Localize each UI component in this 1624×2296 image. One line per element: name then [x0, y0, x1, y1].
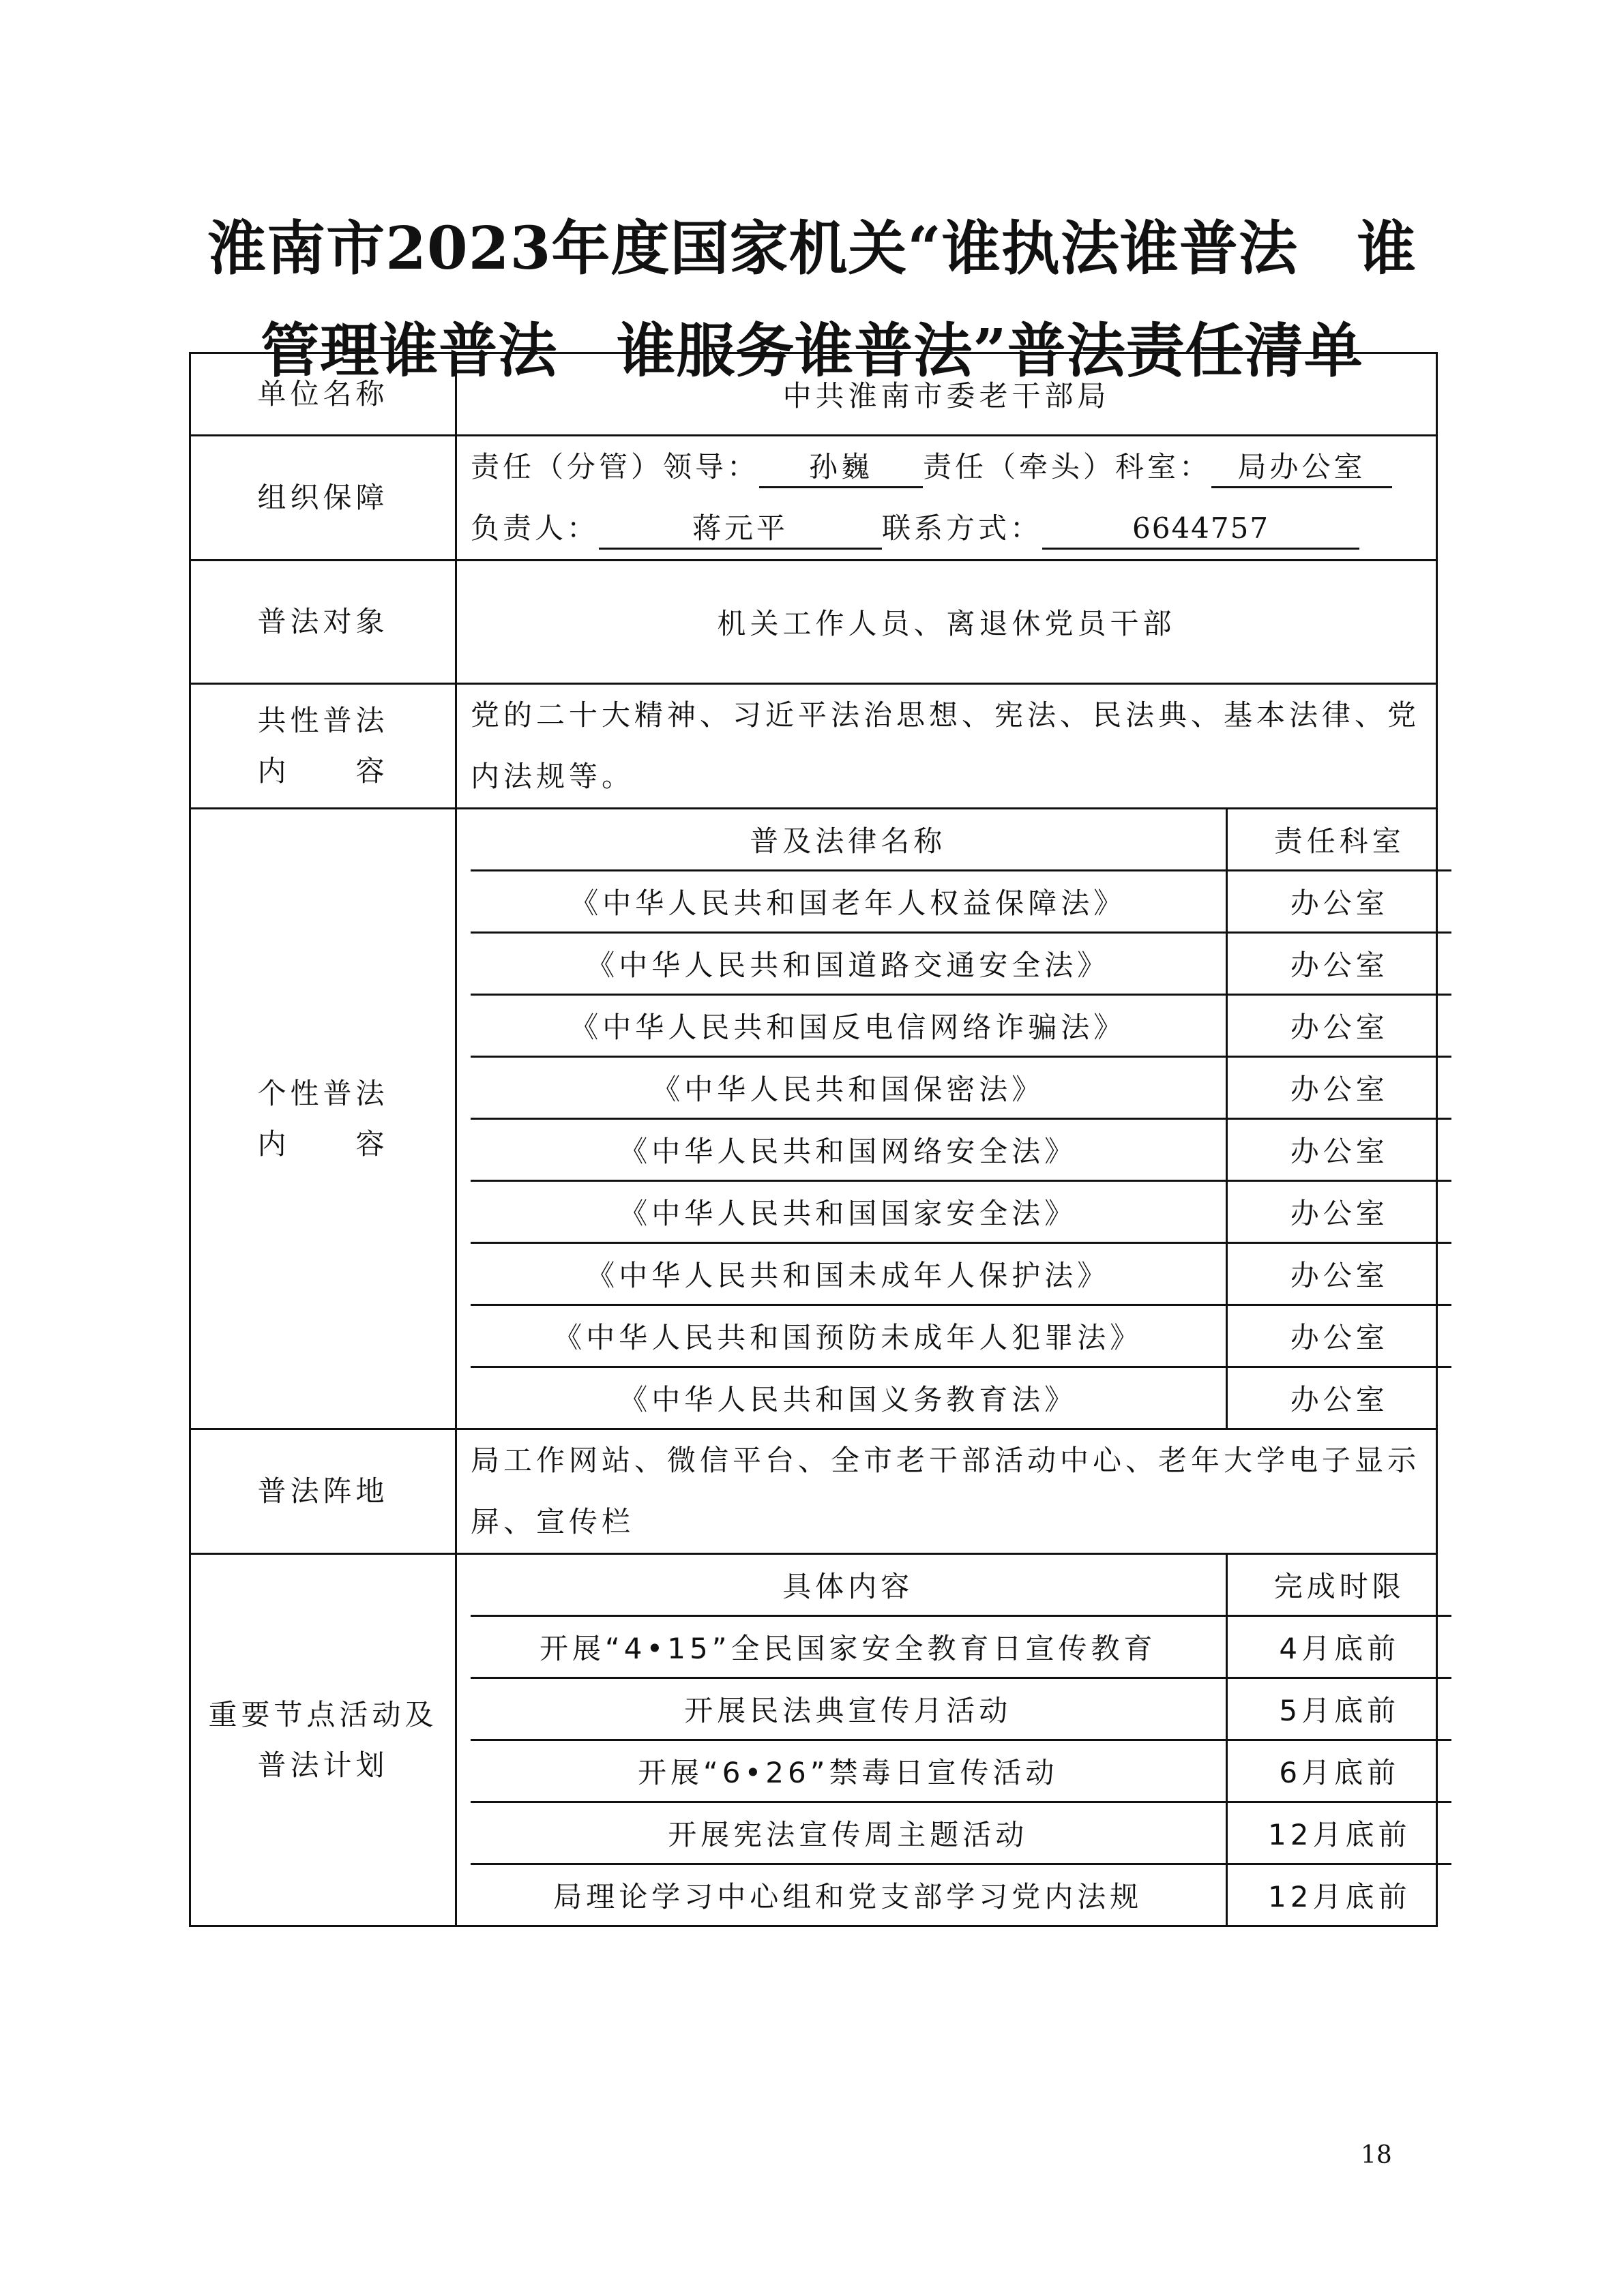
law-name: 《中华人民共和国反电信网络诈骗法》 — [471, 995, 1226, 1057]
plan-header-row — [471, 1555, 1451, 1616]
responsibility-table — [189, 352, 1438, 1927]
target-value: 机关工作人员、离退休党员干部 — [456, 561, 1437, 684]
plan-label-line-1: 重要节点活动及 — [208, 1697, 438, 1731]
individual-cell — [456, 809, 1437, 1429]
individual-col-dept: 责任科室 — [1226, 809, 1451, 871]
table-row — [471, 1119, 1451, 1181]
plan-content: 开展“6•26”禁毒日宣传活动 — [471, 1740, 1226, 1802]
plan-deadline: 12月底前 — [1268, 1880, 1411, 1913]
plan-deadline: 4月底前 — [1226, 1616, 1451, 1678]
common-label — [190, 684, 456, 809]
law-dept: 办公室 — [1226, 871, 1451, 933]
law-dept: 办公室 — [1226, 1119, 1451, 1181]
contact-value: 6644757 — [1042, 509, 1359, 550]
plan-cell — [456, 1554, 1437, 1926]
law-name: 《中华人民共和国预防未成年人犯罪法》 — [471, 1305, 1226, 1367]
title-line-2: 管理谁普法 谁服务谁普法”普法责任清单 — [261, 316, 1363, 385]
title-line-1: 淮南市2023年度国家机关“谁执法谁普法 谁 — [207, 214, 1417, 283]
base-value: 局工作网站、微信平台、全市老干部活动中心、老年大学电子显示屏、宣传栏 — [456, 1429, 1437, 1554]
plan-label-line-2: 普法计划 — [257, 1748, 389, 1782]
plan-deadline: 6月底前 — [1226, 1740, 1451, 1802]
individual-label-line-1: 个性普法 — [257, 1076, 389, 1110]
organization-line-1 — [471, 436, 1422, 498]
plan-content: 局理论学习中心组和党支部学习党内法规 — [471, 1864, 1226, 1926]
base-label: 普法阵地 — [190, 1429, 456, 1554]
law-name: 《中华人民共和国未成年人保护法》 — [471, 1243, 1226, 1305]
plan-content: 开展“4•15”全民国家安全教育日宣传教育 — [471, 1616, 1226, 1678]
law-name: 《中华人民共和国保密法》 — [471, 1057, 1226, 1119]
common-value: 党的二十大精神、习近平法治思想、宪法、民法典、基本法律、党内法规等。 — [456, 684, 1437, 809]
table-row — [471, 1181, 1451, 1243]
law-dept: 办公室 — [1226, 1305, 1451, 1367]
table-row — [471, 933, 1451, 995]
plan-col-content: 具体内容 — [471, 1555, 1226, 1616]
law-name: 《中华人民共和国道路交通安全法》 — [471, 933, 1226, 995]
person-name: 蒋元平 — [599, 509, 882, 550]
law-name: 《中华人民共和国义务教育法》 — [471, 1367, 1226, 1429]
plan-deadline: 12月底前 — [1226, 1802, 1451, 1864]
common-label-line-1: 共性普法 — [257, 704, 389, 737]
plan-table — [471, 1555, 1451, 1925]
individual-law-table — [471, 809, 1451, 1428]
law-dept: 办公室 — [1226, 1243, 1451, 1305]
row-target — [190, 561, 1437, 684]
leader-name: 孙巍 — [759, 448, 923, 488]
law-dept: 办公室 — [1290, 1383, 1389, 1416]
law-name: 《中华人民共和国老年人权益保障法》 — [471, 871, 1226, 933]
law-name: 《中华人民共和国国家安全法》 — [471, 1181, 1226, 1243]
unit-value: 中共淮南市委老干部局 — [456, 353, 1437, 436]
table-row — [471, 1678, 1451, 1740]
plan-col-deadline: 完成时限 — [1226, 1555, 1451, 1616]
table-row — [471, 1243, 1451, 1305]
row-organization — [190, 436, 1437, 561]
organization-details — [456, 436, 1437, 561]
leader-label: 责任（分管）领导： — [471, 450, 760, 483]
common-label-line-2: 内 容 — [257, 754, 389, 788]
person-label: 负责人： — [471, 511, 600, 545]
plan-content: 开展宪法宣传周主题活动 — [471, 1802, 1226, 1864]
plan-deadline: 5月底前 — [1226, 1678, 1451, 1740]
unit-label: 单位名称 — [190, 353, 456, 436]
individual-label — [190, 809, 456, 1429]
row-unit — [190, 353, 1437, 436]
row-individual-content — [190, 809, 1437, 1429]
table-row — [471, 1864, 1451, 1926]
table-row — [471, 1305, 1451, 1367]
table-row — [471, 1802, 1451, 1864]
table-row — [471, 1057, 1451, 1119]
table-row — [471, 1616, 1451, 1678]
dept-label: 责任（牵头）科室： — [923, 450, 1212, 483]
plan-label — [190, 1554, 456, 1926]
law-dept: 办公室 — [1226, 933, 1451, 995]
table-row — [471, 1740, 1451, 1802]
row-plan — [190, 1554, 1437, 1926]
table-row — [471, 1367, 1451, 1429]
law-name: 《中华人民共和国网络安全法》 — [471, 1119, 1226, 1181]
organization-line-2 — [471, 498, 1422, 559]
dept-name: 局办公室 — [1211, 448, 1392, 488]
individual-header-row — [471, 809, 1451, 871]
plan-content: 开展民法典宣传月活动 — [471, 1678, 1226, 1740]
target-label: 普法对象 — [190, 561, 456, 684]
organization-label: 组织保障 — [190, 436, 456, 561]
page-number: 18 — [1361, 2141, 1392, 2169]
law-dept: 办公室 — [1226, 1057, 1451, 1119]
row-common-content — [190, 684, 1437, 809]
table-row — [471, 995, 1451, 1057]
law-dept: 办公室 — [1226, 995, 1451, 1057]
individual-col-name: 普及法律名称 — [471, 809, 1226, 871]
individual-label-line-2: 内 容 — [257, 1127, 389, 1161]
row-base — [190, 1429, 1437, 1554]
table-row — [471, 871, 1451, 933]
contact-label: 联系方式： — [882, 511, 1043, 545]
law-dept: 办公室 — [1226, 1181, 1451, 1243]
